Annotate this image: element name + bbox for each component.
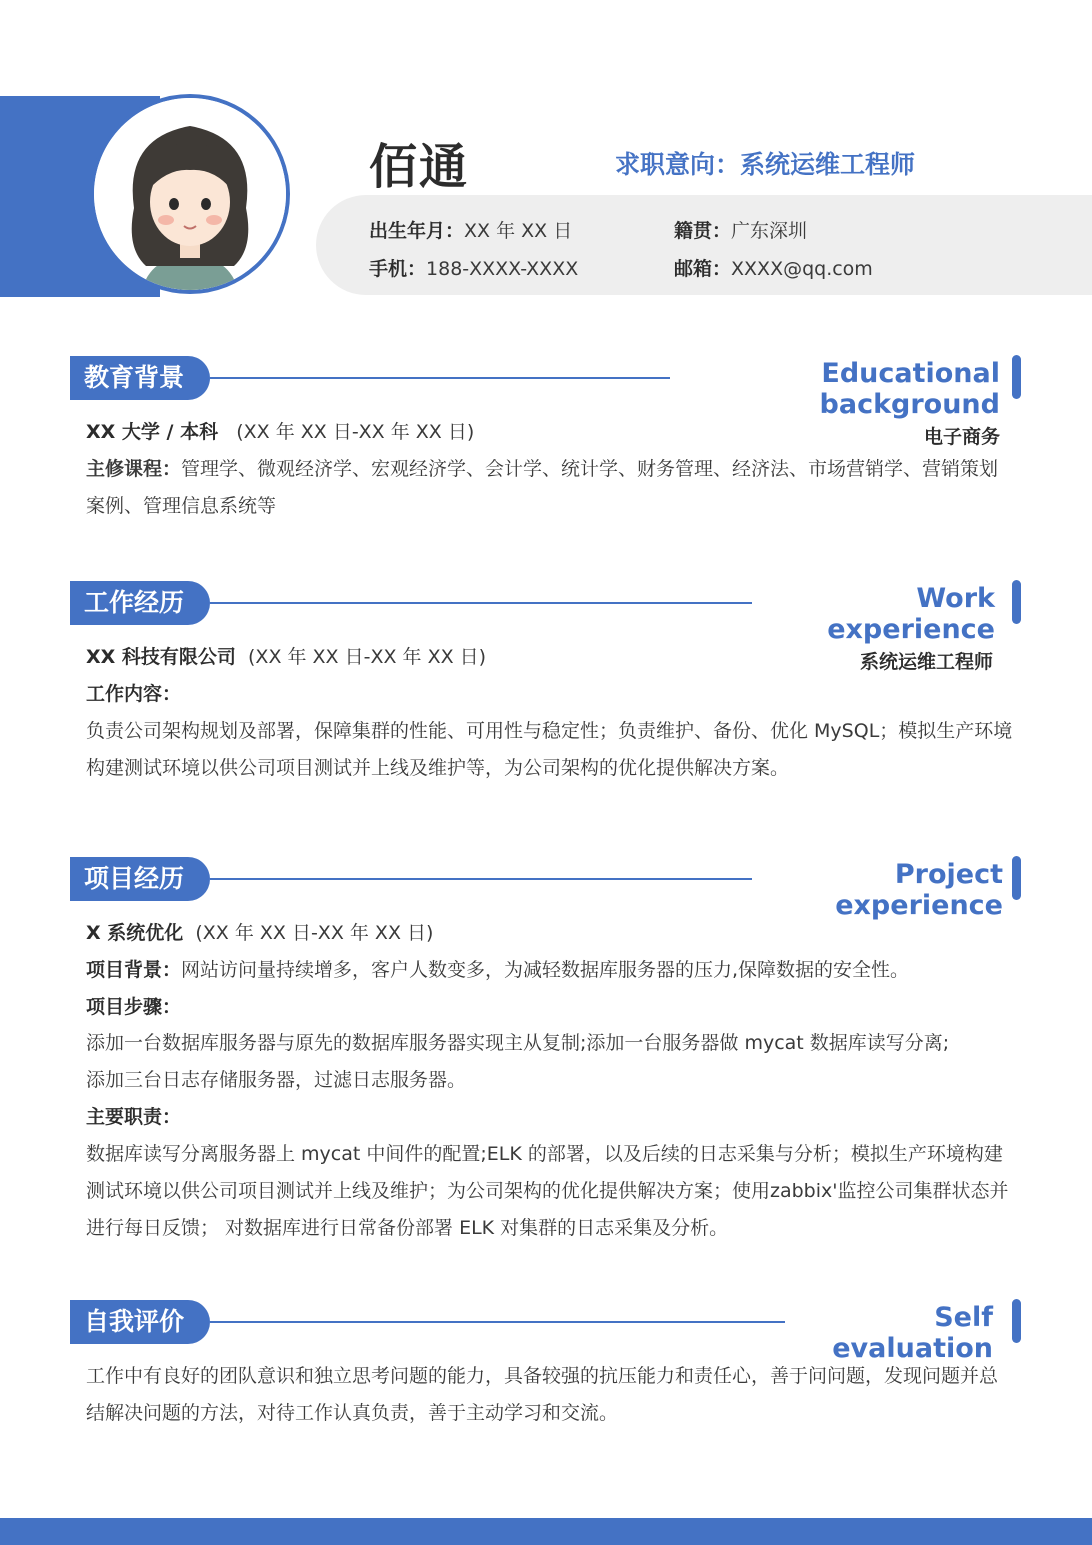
project-section-title-en: Project experience (835, 859, 1003, 921)
avatar (90, 94, 290, 294)
project-background-label: 项目背景： (86, 959, 182, 981)
email-value: XXXX@qq.com (731, 258, 873, 280)
candidate-name: 佰通 (369, 139, 470, 195)
project-steps-label (86, 989, 181, 1026)
project-step-1: 添加一台数据库服务器与原先的数据库服务器实现主从复制;添加一台服务器做 mycat 数据库读写分离; (86, 1032, 950, 1054)
work-section-title: 工作经历 (70, 581, 210, 625)
phone-value: 188-XXXX-XXXX (426, 258, 579, 280)
project-period: (XX 年 XX 日-XX 年 XX 日) (195, 922, 434, 944)
project-section-title: 项目经历 (70, 857, 210, 901)
education-courses (86, 451, 1016, 525)
work-divider (210, 602, 752, 604)
email-info (674, 254, 873, 281)
birth-value: XX 年 XX 日 (464, 220, 573, 242)
self-section-title-en: Self evaluation (832, 1302, 993, 1364)
project-background (86, 952, 909, 989)
education-major: 电子商务 (923, 426, 1000, 448)
self-section-title: 自我评价 (70, 1300, 210, 1344)
courses-label: 主修课程： (86, 458, 182, 480)
footer-bar (0, 1518, 1092, 1545)
education-section-title-en: Educational background (819, 358, 1000, 420)
education-endcap (1012, 355, 1021, 399)
job-intent-value: 系统运维工程师 (740, 150, 916, 179)
project-endcap (1012, 856, 1021, 900)
email-label: 邮箱： (674, 258, 732, 280)
origin-label: 籍贯： (674, 220, 732, 242)
work-period: (XX 年 XX 日-XX 年 XX 日) (248, 646, 487, 668)
self-endcap (1012, 1299, 1021, 1343)
education-section-title: 教育背景 (70, 356, 210, 400)
work-position: 系统运维工程师 (859, 651, 993, 673)
work-content: 负责公司架构规划及部署，保障集群的性能、可用性与稳定性；负责维护、备份、优化 MySQL；模拟生产环境构建测试环境以供公司项目测试并上线及维护等，为公司架构的优化提供解决方案。 (86, 720, 1013, 779)
project-duties-label-text: 主要职责： (86, 1106, 182, 1128)
birth-info (369, 216, 572, 243)
school-degree: XX 大学 / 本科 (86, 421, 219, 443)
origin-info (674, 216, 807, 243)
project-divider (210, 878, 752, 880)
job-intent-label: 求职意向： (615, 150, 741, 179)
education-divider (210, 377, 670, 379)
self-divider (210, 1321, 785, 1323)
project-entry (86, 915, 433, 952)
phone-info (369, 254, 578, 281)
education-entry (86, 414, 474, 451)
phone-label: 手机： (369, 258, 427, 280)
education-period: (XX 年 XX 日-XX 年 XX 日) (236, 421, 475, 443)
avatar-illustration (94, 98, 286, 290)
work-endcap (1012, 580, 1021, 624)
project-duties-label (86, 1099, 181, 1136)
work-section-title-en: Work experience (827, 583, 995, 645)
work-content-label-text: 工作内容： (86, 683, 182, 705)
birth-label: 出生年月： (369, 220, 465, 242)
company-name: XX 科技有限公司 (86, 646, 236, 668)
project-step-2: 添加三台日志存储服务器，过滤日志服务器。 (86, 1069, 467, 1091)
project-steps-label-text: 项目步骤： (86, 996, 182, 1018)
self-evaluation-text: 工作中有良好的团队意识和独立思考问题的能力，具备较强的抗压能力和责任心，善于问问题，发现问题并总结解决问题的方法，对待工作认真负责，善于主动学习和交流。 (86, 1365, 999, 1424)
courses-value: 管理学、微观经济学、宏观经济学、会计学、统计学、财务管理、经济法、市场营销学、营销策划案例、管理信息系统等 (86, 458, 999, 517)
job-intent (615, 145, 915, 181)
project-background-value: 网站访问量持续增多，客户人数变多，为减轻数据库服务器的压力,保障数据的安全性。 (181, 959, 910, 981)
project-duties: 数据库读写分离服务器上 mycat 中间件的配置;ELK 的部署，以及后续的日志采集与分析；模拟生产环境构建测试环境以供公司项目测试并上线及维护；为公司架构的优化提供解决方案；使用zabbix'监控公司集群状态并进行每日反馈； 对数据库进行日常备份部署 ELK 对集群的日志采集及分析。 (86, 1143, 1009, 1239)
work-content-label (86, 676, 181, 713)
origin-value: 广东深圳 (731, 220, 808, 242)
project-name: X 系统优化 (86, 922, 184, 944)
work-entry (86, 639, 486, 676)
